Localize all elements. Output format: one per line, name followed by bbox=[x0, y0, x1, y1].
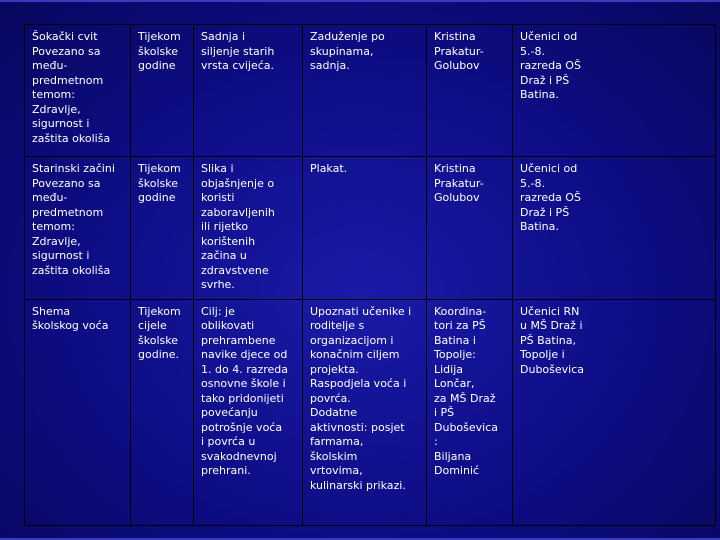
cell-text-line: Zdravlje, bbox=[32, 102, 81, 116]
cell-text-line: Kristina bbox=[434, 30, 476, 43]
cell-text-line: Prakatur- bbox=[434, 44, 484, 58]
cell-text-line: predmetnom bbox=[32, 73, 104, 87]
cell-text-line: PŠ Batina, bbox=[520, 333, 576, 347]
cell-text-line: navike djece od bbox=[201, 348, 288, 361]
cell-text-line: Kristina bbox=[434, 162, 476, 175]
cell-text-line: organizacijom i bbox=[310, 333, 394, 347]
cell-text-line: vrtovima, bbox=[310, 464, 363, 477]
cell-text-line: godine. bbox=[138, 348, 179, 361]
participants-cell bbox=[513, 25, 716, 157]
coordinator-cell bbox=[427, 157, 513, 300]
cell-text-line: godine bbox=[138, 191, 176, 204]
time-cell bbox=[131, 157, 194, 300]
cell-text-line: u MŠ Draž i bbox=[520, 319, 583, 332]
method-cell bbox=[303, 25, 427, 157]
table-row bbox=[25, 25, 716, 157]
cell-text-line: Batina i bbox=[434, 333, 476, 347]
cell-text-line: svrhe. bbox=[201, 278, 235, 291]
cell-text-line: povećanju bbox=[201, 406, 258, 419]
table-row bbox=[25, 299, 716, 525]
cell-text-line: 5.-8. bbox=[520, 44, 545, 58]
table-row bbox=[25, 157, 716, 300]
cell-text-line: Dominić bbox=[434, 464, 480, 477]
cell-text-line: oblikovati bbox=[201, 319, 255, 332]
cell-text-line: školske bbox=[138, 44, 178, 58]
cell-text-line: ili rijetko bbox=[201, 220, 249, 233]
cell-text-line: zdravstvene bbox=[201, 263, 269, 277]
cell-text-line: Duboševica bbox=[434, 420, 499, 434]
cell-text-line: Raspodjela voća i bbox=[310, 377, 407, 390]
cell-text-line: temom: bbox=[32, 88, 75, 101]
cell-text-line: Lidija bbox=[434, 362, 464, 376]
cell-text-line: među- bbox=[32, 191, 68, 204]
cell-text-line: farmama, bbox=[310, 435, 364, 448]
activity-name-cell bbox=[25, 25, 131, 157]
cell-text-line: : bbox=[434, 435, 438, 448]
cell-text-line: Povezano sa bbox=[32, 44, 101, 58]
cell-text-line: 1. do 4. razreda bbox=[201, 362, 289, 376]
description-cell bbox=[194, 299, 303, 525]
participants-cell bbox=[513, 157, 716, 300]
cell-text-line: razreda OŠ bbox=[520, 191, 581, 204]
cell-text-line: predmetnom bbox=[32, 205, 104, 219]
activity-name-cell bbox=[25, 299, 131, 525]
cell-text-line: projekta. bbox=[310, 362, 359, 376]
cell-text-line: Dodatne bbox=[310, 406, 357, 419]
cell-text-line: zaštita okoliša bbox=[32, 131, 111, 145]
cell-text-line: tori za PŠ bbox=[434, 319, 486, 332]
cell-text-line: Duboševica bbox=[520, 362, 585, 376]
cell-text-line: Upoznati učenike i bbox=[310, 304, 412, 318]
cell-text-line: osnovne škole i bbox=[201, 377, 286, 390]
activities-table bbox=[24, 24, 716, 526]
cell-text-line: za MŠ Draž bbox=[434, 391, 496, 405]
description-cell bbox=[194, 25, 303, 157]
cell-text-line: Cilj: je bbox=[201, 304, 235, 318]
cell-text-line: školske bbox=[138, 333, 178, 347]
description-cell bbox=[194, 157, 303, 300]
cell-text-line: Lončar, bbox=[434, 377, 475, 390]
cell-text-line: Učenici od bbox=[520, 162, 578, 175]
cell-text-line: Shema bbox=[32, 304, 71, 318]
cell-text-line: roditelje s bbox=[310, 319, 365, 332]
cell-text-line: zaboravljenih bbox=[201, 205, 275, 219]
cell-text-line: temom: bbox=[32, 220, 75, 233]
cell-text-line: Batina. bbox=[520, 88, 559, 101]
cell-text-line: koristi bbox=[201, 191, 235, 204]
cell-text-line: razreda OŠ bbox=[520, 59, 581, 72]
activity-name-cell bbox=[25, 157, 131, 300]
cell-text-line: Topolje i bbox=[520, 348, 565, 361]
cell-text-line: Plakat. bbox=[310, 162, 348, 175]
cell-text-line: Golubov bbox=[434, 191, 480, 204]
cell-text-line: prehrani. bbox=[201, 464, 251, 477]
cell-text-line: zaštita okoliša bbox=[32, 263, 111, 277]
cell-text-line: Šokački cvit bbox=[32, 30, 98, 43]
cell-text-line: školske bbox=[138, 176, 178, 190]
cell-text-line: Povezano sa bbox=[32, 176, 101, 190]
cell-text-line: Golubov bbox=[434, 59, 480, 72]
cell-text-line: sigurnost i bbox=[32, 117, 90, 130]
cell-text-line: objašnjenje o bbox=[201, 176, 275, 190]
cell-text-line: Tijekom bbox=[138, 162, 181, 175]
cell-text-line: Biljana bbox=[434, 449, 472, 463]
cell-text-line: 5.-8. bbox=[520, 176, 545, 190]
cell-text-line: tako pridonijeti bbox=[201, 391, 284, 405]
coordinator-cell bbox=[427, 299, 513, 525]
cell-text-line: Sadnja i bbox=[201, 30, 246, 43]
cell-text-line: konačnim ciljem bbox=[310, 348, 400, 361]
cell-text-line: Tijekom bbox=[138, 304, 181, 318]
cell-text-line: Koordina- bbox=[434, 304, 487, 318]
cell-text-line: začina u bbox=[201, 249, 247, 262]
cell-text-line: Tijekom bbox=[138, 30, 181, 43]
cell-text-line: svakodnevnoj bbox=[201, 449, 277, 463]
cell-text-line: i povrća u bbox=[201, 435, 256, 448]
cell-text-line: Zdravlje, bbox=[32, 234, 81, 248]
cell-text-line: aktivnosti: posjet bbox=[310, 420, 405, 434]
cell-text-line: Zaduženje po bbox=[310, 30, 385, 43]
cell-text-line: cijele bbox=[138, 319, 167, 332]
cell-text-line: među- bbox=[32, 59, 68, 72]
cell-text-line: Učenici od bbox=[520, 30, 578, 43]
coordinator-cell bbox=[427, 25, 513, 157]
time-cell bbox=[131, 299, 194, 525]
cell-text-line: prehrambene bbox=[201, 333, 276, 347]
cell-text-line: siljenje starih bbox=[201, 44, 275, 58]
cell-text-line: Batina. bbox=[520, 220, 559, 233]
participants-cell bbox=[513, 299, 716, 525]
cell-text-line: kulinarski prikazi. bbox=[310, 478, 406, 492]
method-cell bbox=[303, 299, 427, 525]
cell-text-line: korištenih bbox=[201, 234, 256, 248]
cell-text-line: sadnja. bbox=[310, 59, 350, 72]
method-cell bbox=[303, 157, 427, 300]
cell-text-line: potrošnje voća bbox=[201, 420, 283, 434]
cell-text-line: Prakatur- bbox=[434, 176, 484, 190]
cell-text-line: godine bbox=[138, 59, 176, 72]
time-cell bbox=[131, 25, 194, 157]
cell-text-line: Starinski začini bbox=[32, 162, 115, 175]
cell-text-line: školskog voća bbox=[32, 319, 109, 332]
cell-text-line: sigurnost i bbox=[32, 249, 90, 262]
cell-text-line: Slika i bbox=[201, 162, 234, 175]
cell-text-line: skupinama, bbox=[310, 44, 374, 58]
top-border-line bbox=[0, 0, 720, 2]
cell-text-line: i PŠ bbox=[434, 406, 455, 419]
cell-text-line: Draž i PŠ bbox=[520, 205, 570, 219]
cell-text-line: Učenici RN bbox=[520, 304, 580, 318]
cell-text-line: Draž i PŠ bbox=[520, 73, 570, 87]
cell-text-line: školskim bbox=[310, 449, 358, 463]
cell-text-line: povrća. bbox=[310, 391, 351, 405]
table-body bbox=[25, 25, 716, 526]
cell-text-line: vrsta cvijeća. bbox=[201, 59, 275, 72]
cell-text-line: Topolje: bbox=[434, 348, 476, 361]
